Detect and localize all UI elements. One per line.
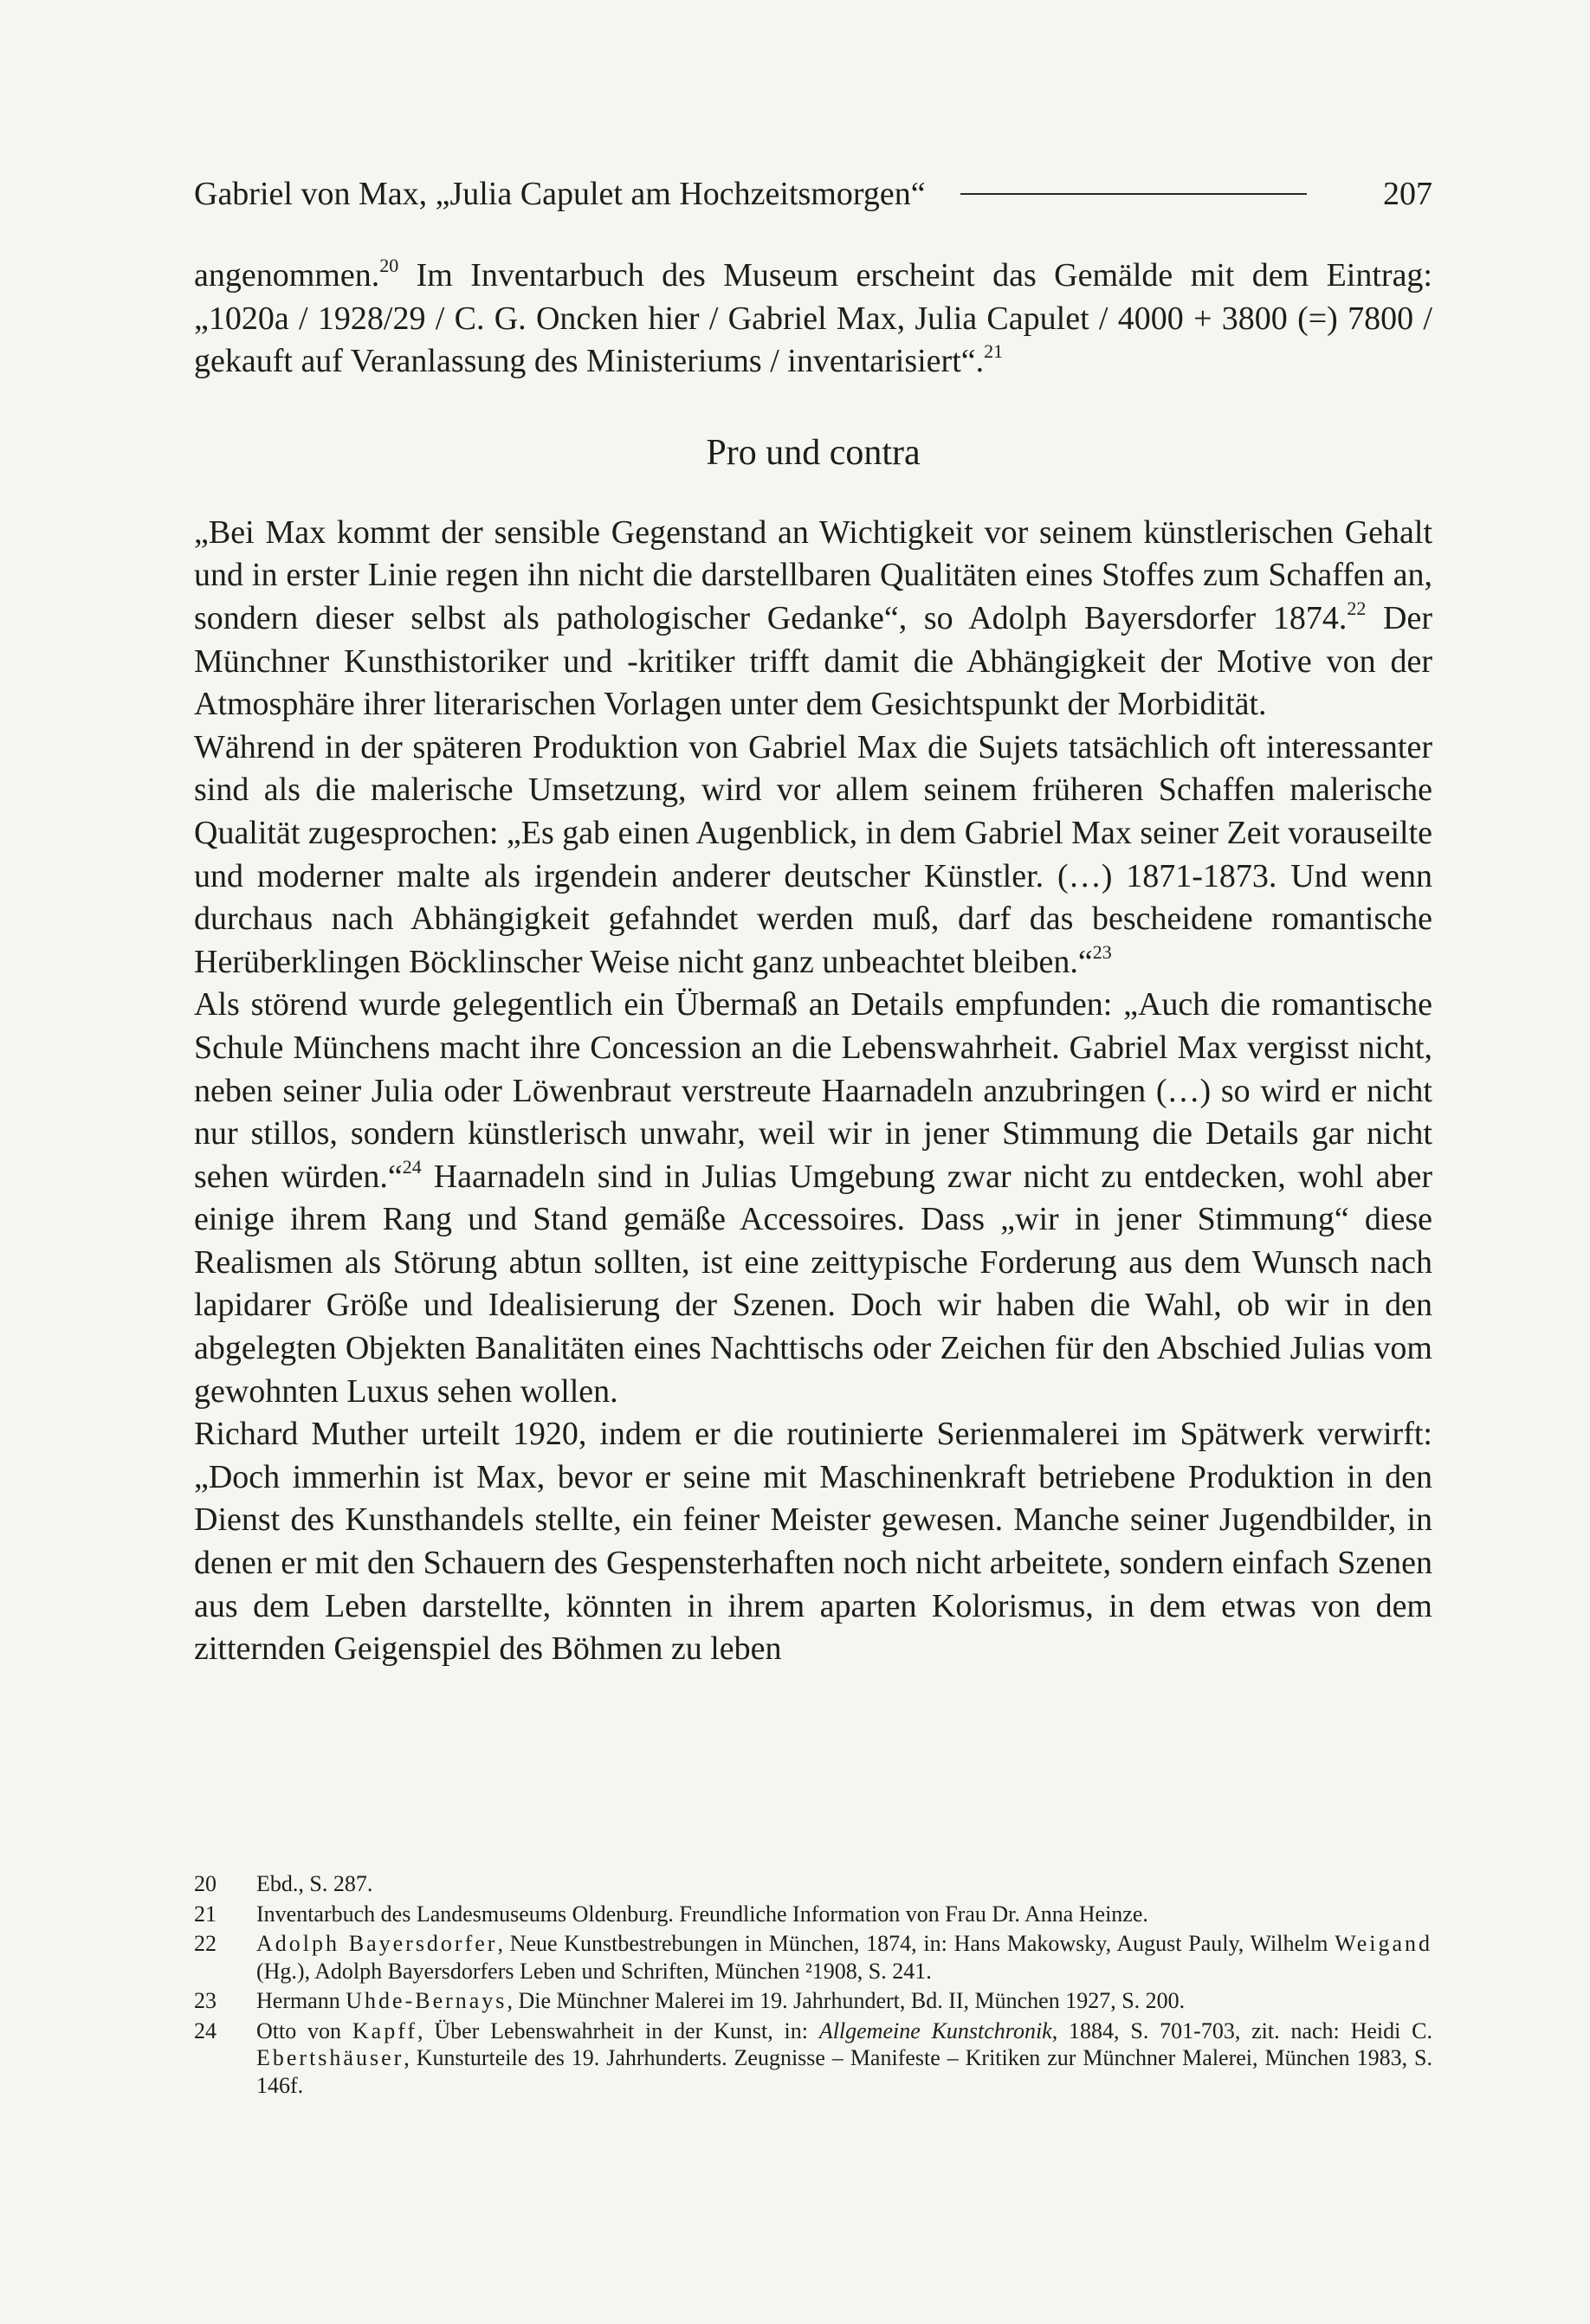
footnote-number: 24 [194, 2017, 217, 2043]
footnote-segment: , 1884, S. 701-703, zit. nach: Heidi C. [1051, 2017, 1433, 2043]
footnote-text [256, 1930, 1432, 1985]
footnote-24 [194, 2017, 1432, 2100]
footnote-text [256, 1987, 1432, 2015]
paragraph-text: angenommen. [194, 257, 380, 294]
footnote-number: 20 [194, 1871, 217, 1896]
footnote-ref-21: 21 [984, 340, 1004, 363]
paragraph-5 [194, 1413, 1432, 1671]
footnote-text: Inventarbuch des Landesmuseums Oldenburg. Freundliche Information von Frau Dr. Anna Heinze. [256, 1901, 1148, 1927]
paragraph-1 [194, 255, 1432, 384]
footnote-segment: , Über Lebenswahrheit in der Kunst, in: [417, 2017, 819, 2043]
footnote-ref-22: 22 [1347, 597, 1367, 619]
paragraph-4 [194, 984, 1432, 1413]
footnote-20 [194, 1870, 1432, 1898]
paragraph-text: Haarnadeln sind in Julias Umgebung zwar nicht zu entdecken, wohl aber einige ihrem Rang und Stand gemäße Accessoires. Dass „wir in jener Stimmung“ diese Realismen als Störung abtun sollten, ist eine zeittypische Forderung aus dem Wunsch nach lapidarer Größe und Idealisierung der Szenen. Doch wir haben die Wahl, ob wir in den abgelegten Objekten Banalitäten eines Nachttischs oder Zeichen für den Abschied Julias vom gewohnten Luxus sehen wollen. [194, 1158, 1432, 1410]
body-text [194, 255, 1432, 1671]
footnote-segment: , Kunsturteile des 19. Jahrhunderts. Zeugnisse – Manifeste – Kritiken zur Münchner Malerei, München 1983, S. 146f. [256, 2045, 1432, 2098]
footnote-segment: Otto von [256, 2017, 352, 2043]
footnotes [194, 1870, 1432, 2101]
paragraph-text: Richard Muther urteilt 1920, indem er die routinierte Serienmalerei im Spätwerk verwirft: „Doch immerhin ist Max, bevor er seine mit Maschinenkraft betriebene Produktion in den Dienst des Kunsthandels stellte, ein feiner Meister gewesen. Manche seiner Jugendbilder, in denen er mit den Schauern des Gespensterhaften noch nicht arbeitete, sondern einfach Szenen aus dem Leben darstellte, könnten in ihrem aparten Kolorismus, in dem etwas von dem zitternden Geigenspiel des Böhmen zu leben [194, 1416, 1432, 1668]
author-name: Kapff [352, 2017, 418, 2043]
footnote-segment: , Die Münchner Malerei im 19. Jahrhundert, Bd. II, München 1927, S. 200. [507, 1988, 1186, 2013]
footnote-ref-20: 20 [379, 255, 399, 276]
footnote-21 [194, 1901, 1432, 1928]
footnote-segment: Hermann [256, 1988, 346, 2013]
page-header [194, 168, 1432, 220]
footnote-text [256, 2017, 1432, 2100]
footnote-number: 23 [194, 1988, 217, 2013]
section-heading: Pro und contra [706, 432, 921, 473]
footnote-ref-23: 23 [1092, 940, 1112, 963]
page-number: 207 [1383, 176, 1432, 212]
paragraph-text: „Bei Max kommt der sensible Gegenstand an Wichtigkeit vor seinem künstlerischen Gehalt und in erster Linie regen ihn nicht die darstellbaren Qualitäten eines Stoffes zum Schaffen an, sondern dieser selbst als pathologischer Gedanke“, so Adolph Bayersdorfer 1874. [194, 513, 1432, 636]
footnote-23 [194, 1987, 1432, 2015]
author-name: Weigand [1335, 1931, 1432, 1956]
paragraph-2 [194, 512, 1432, 726]
paragraph-text: Im Inventarbuch des Museum erscheint das Gemälde mit dem Eintrag: „1020a / 1928/29 / C. G. Oncken hier / Gabriel Max, Julia Capulet / 4000 + 3800 (=) 7800 / gekauft auf Veranlassung des Ministeriums / inventarisiert“. [194, 257, 1432, 380]
paragraph-3 [194, 726, 1432, 984]
footnote-number: 21 [194, 1901, 217, 1927]
paragraph-text: Als störend wurde gelegentlich ein Übermaß an Details empfunden: „Auch die romantische Schule Münchens macht ihre Concession an die Lebenswahrheit. Gabriel Max vergisst nicht, neben seiner Julia oder Löwenbraut verstreute Haarnadeln anzubringen (…) so wird er nicht nur stillos, sondern künstlerisch unwahr, weil wir in jener Stimmung die Details gar nicht sehen würden.“ [194, 986, 1432, 1195]
running-title: Gabriel von Max, „Julia Capulet am Hochzeitsmorgen“ [194, 176, 926, 212]
footnote-text: Ebd., S. 287. [256, 1871, 373, 1896]
author-name: Adolph Bayersdorfer [256, 1931, 498, 1956]
author-name: Ebertshäuser [256, 2045, 404, 2070]
header-rule [960, 193, 1307, 195]
footnote-number: 22 [194, 1931, 217, 1956]
footnote-ref-24: 24 [402, 1155, 422, 1178]
footnote-22 [194, 1930, 1432, 1985]
paragraph-text: Der Münchner Kunsthistoriker und -kritiker trifft damit die Abhängigkeit der Motive von der Atmosphäre ihrer literarischen Vorlagen unter dem Gesichtspunkt der Morbidität. [194, 599, 1432, 723]
footnote-segment: (Hg.), Adolph Bayersdorfers Leben und Schriften, München ²1908, S. 241. [256, 1958, 932, 1984]
footnote-segment: , Neue Kunstbestrebungen in München, 1874, in: Hans Makowsky, August Pauly, Wilhelm [497, 1931, 1335, 1956]
paragraph-text: Während in der späteren Produktion von Gabriel Max die Sujets tatsächlich oft interessanter sind als die malerische Umsetzung, wird vor allem seinem früheren Schaffen malerische Qualität zugesprochen: „Es gab einen Augenblick, in dem Gabriel Max seiner Zeit vorauseilte und moderner malte als irgendein anderer deutscher Künstler. (…) 1871-1873. Und wenn durchaus nach Abhängigkeit gefahndet werden muß, darf das bescheidene romantische Herüberklingen Böcklinscher Weise nicht ganz unbeachtet bleiben.“ [194, 728, 1432, 980]
journal-title: Allgemeine Kunstchronik [818, 2017, 1052, 2043]
author-name: Uhde-Bernays [346, 1988, 507, 2013]
